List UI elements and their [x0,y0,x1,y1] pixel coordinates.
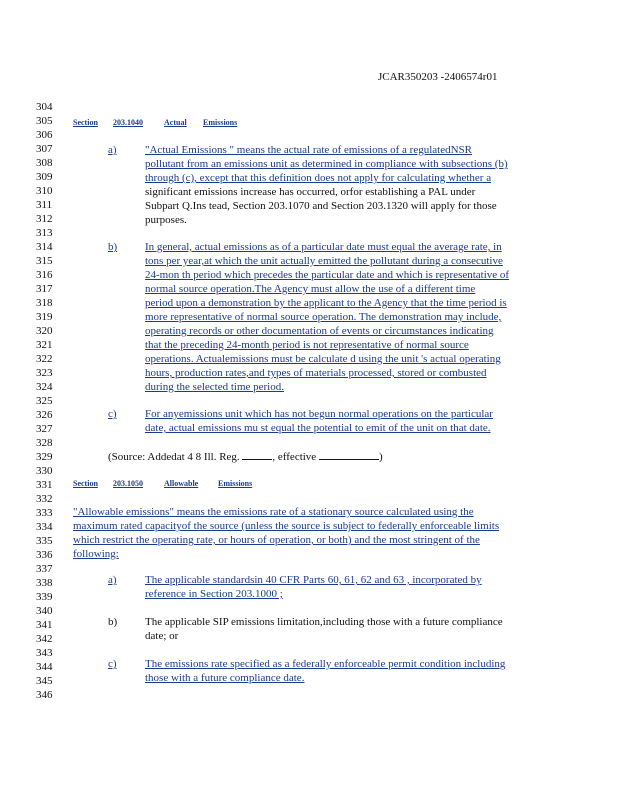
text-line: "Allowable emissions" means the emissions rate of a stationary source calculated using the [73,506,474,518]
text-line: through (c), except that this definition does not apply for calculating whether a [145,172,492,184]
subsection-marker: a) [108,144,117,156]
line-number: 326 [36,409,53,421]
text-line: 24-mon th period which precedes the particular date and which is representative of [145,269,510,281]
text-line: those with a future compliance date. [145,672,305,684]
text-line: more representative of normal source operation. The demonstration may include, [145,311,502,323]
source-note [108,449,383,464]
line-number: 328 [36,437,53,449]
line-number: 345 [36,675,53,687]
text-line: The applicable standardsin 40 CFR Parts 60, 61, 62 and 63 , incorporated by [145,574,482,586]
line-number: 313 [36,227,53,239]
text-line: "Actual Emissions " means the actual rate of emissions of a regulatedNSR [145,144,472,156]
subsection-marker: a) [108,574,117,586]
text-line: tons per year,at which the unit actually emitted the pollutant during a consecutive [145,255,503,267]
line-number: 327 [36,423,53,435]
section-number: 203.1050 [113,479,143,488]
source-note-close: ) [378,451,383,463]
line-number: 310 [36,185,53,197]
source-note-text: (Source: Addedat 4 8 Ill. Reg. [108,451,240,463]
section-title-word: Actual [164,118,187,127]
line-number: 330 [36,465,53,477]
text-line: operations. Actualemissions must be calculate d using the unit 's actual operating [145,353,501,365]
line-number: 323 [36,367,53,379]
subsection-marker: c) [108,658,117,670]
line-number: 320 [36,325,53,337]
document-id: JCAR350203 -2406574r01 [378,71,498,83]
line-number: 306 [36,129,53,141]
line-number: 343 [36,647,53,659]
text-line: normal source operation.The Agency must allow the use of a different time [145,283,476,295]
text-line: that the preceding 24-month period is not representative of normal source [145,339,469,351]
effective-date-blank [319,449,379,460]
line-number: 324 [36,381,53,393]
line-number: 339 [36,591,53,603]
line-number: 341 [36,619,53,631]
subsection-marker: b) [108,241,118,253]
line-number: 309 [36,171,53,183]
line-number: 312 [36,213,53,225]
line-number: 315 [36,255,53,267]
line-number: 338 [36,577,53,589]
line-number: 325 [36,395,53,407]
text-line: maximum rated capacityof the source (unless the source is subject to federally enforceable limits [73,520,500,532]
text-line: purposes. [145,214,187,226]
line-number: 336 [36,549,53,561]
line-number: 335 [36,535,53,547]
text-line: period upon a demonstration by the applicant to the Agency that the time period is [145,297,507,309]
line-number: 318 [36,297,53,309]
text-line: In general, actual emissions as of a particular date must equal the average rate, in [145,241,502,253]
text-line: Subpart Q.Ins tead, Section 203.1070 and Section 203.1320 will apply for those [145,200,497,212]
source-date-blank [242,449,272,460]
line-number: 314 [36,241,53,253]
line-number: 331 [36,479,53,491]
line-number: 321 [36,339,53,351]
line-number: 332 [36,493,53,505]
line-number: 307 [36,143,53,155]
line-number: 316 [36,269,53,281]
source-note-effective: , effective [272,451,317,463]
section-title-word: Allowable [164,479,199,488]
section-title-word: Emissions [218,479,253,488]
subsection-marker: b) [108,616,118,628]
line-number: 322 [36,353,53,365]
section-number: 203.1040 [113,118,143,127]
line-number: 305 [36,115,53,127]
line-number: 311 [36,199,53,211]
text-line: hours, production rates,and types of materials processed, stored or combusted [145,367,487,379]
line-number: 334 [36,521,53,533]
line-number: 337 [36,563,53,575]
text-line: following: [73,548,119,560]
text-line: For anyemissions unit which has not begun normal operations on the particular [145,408,493,420]
section-title-word: Emissions [203,118,238,127]
text-line: The applicable SIP emissions limitation,including those with a future compliance [145,616,503,628]
line-number: 317 [36,283,53,295]
text-line: operating records or other documentation of events or circumstances indicating [145,325,494,337]
line-number: 344 [36,661,53,673]
text-line: significant emissions increase has occurred, orfor establishing a PAL under [145,186,476,198]
line-number: 304 [36,101,53,113]
line-number: 342 [36,633,53,645]
text-line: which restrict the operating rate, or hours of operation, or both) and the most stringent of the [73,534,480,546]
line-number: 333 [36,507,53,519]
line-number: 329 [36,451,53,463]
section-label: Section [73,118,98,127]
line-number: 319 [36,311,53,323]
text-line: date, actual emissions mu st equal the potential to emit of the unit on that date. [145,422,491,434]
text-line: pollutant from an emissions unit as determined in compliance with subsections (b) [145,158,508,170]
subsection-marker: c) [108,408,117,420]
text-line: reference in Section 203.1000 ; [145,588,283,600]
text-line: The emissions rate specified as a federally enforceable permit condition including [145,658,506,670]
line-number: 346 [36,689,53,701]
line-number: 340 [36,605,53,617]
text-line: during the selected time period. [145,381,284,393]
section-label: Section [73,479,98,488]
text-line: date; or [145,630,179,642]
line-number: 308 [36,157,53,169]
